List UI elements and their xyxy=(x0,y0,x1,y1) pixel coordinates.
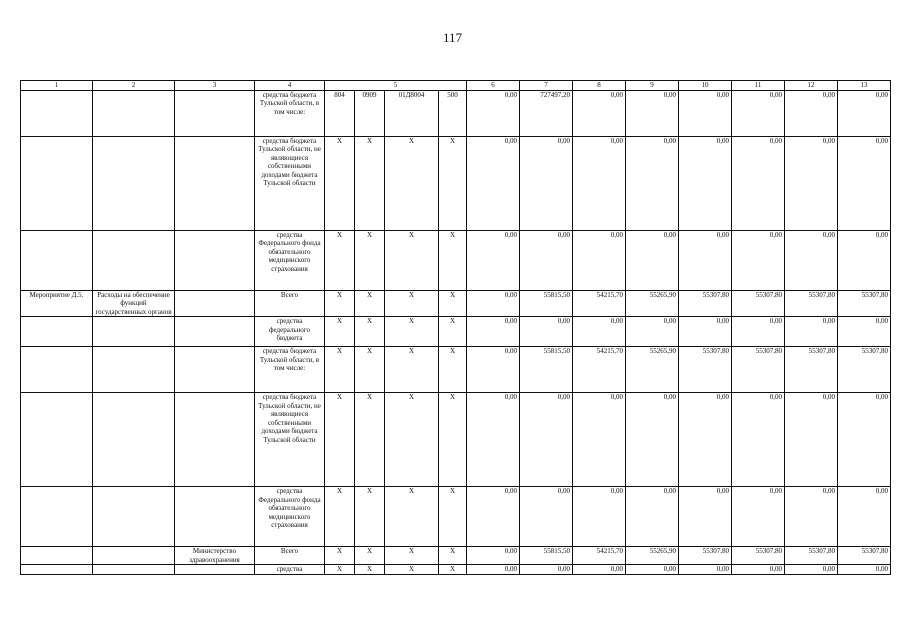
column-header: 10 xyxy=(679,81,732,91)
amount-cell: 0,00 xyxy=(838,136,891,230)
code-cell: X xyxy=(355,487,385,547)
code-cell: X xyxy=(325,487,355,547)
code-cell: X xyxy=(385,393,439,487)
funding-source-cell: средства бюджета Тульской области, не являющиеся собственными доходами бюджета Тульской области xyxy=(255,393,325,487)
column-header: 7 xyxy=(520,81,573,91)
amount-cell: 0,00 xyxy=(732,487,785,547)
amount-cell: 0,00 xyxy=(838,230,891,290)
amount-cell: 0,00 xyxy=(573,393,626,487)
amount-cell: 55265,90 xyxy=(626,347,679,393)
code-cell: X xyxy=(385,230,439,290)
code-cell: X xyxy=(355,347,385,393)
code-cell: X xyxy=(385,487,439,547)
table-row xyxy=(21,565,891,575)
code-cell: X xyxy=(355,290,385,317)
amount-cell: 55307,80 xyxy=(732,547,785,565)
amount-cell: 0,00 xyxy=(732,393,785,487)
expense-name-cell xyxy=(93,547,175,565)
amount-cell: 55307,80 xyxy=(785,347,838,393)
code-cell: X xyxy=(325,547,355,565)
amount-cell: 0,00 xyxy=(626,565,679,575)
amount-cell: 0,00 xyxy=(679,487,732,547)
budget-table xyxy=(20,80,891,575)
amount-cell: 55307,80 xyxy=(732,290,785,317)
amount-cell: 0,00 xyxy=(467,347,520,393)
amount-cell: 0,00 xyxy=(467,565,520,575)
amount-cell: 0,00 xyxy=(467,136,520,230)
funding-source-cell: средства бюджета Тульской области, не являющиеся собственными доходами бюджета Тульской области xyxy=(255,136,325,230)
measure-cell xyxy=(21,565,93,575)
expense-name-cell xyxy=(93,136,175,230)
column-header: 2 xyxy=(93,81,175,91)
amount-cell: 55815,50 xyxy=(520,347,573,393)
table-row xyxy=(21,317,891,347)
code-cell: X xyxy=(385,317,439,347)
table-row xyxy=(21,136,891,230)
measure-cell xyxy=(21,90,93,136)
code-cell: X xyxy=(355,393,385,487)
column-header: 5 xyxy=(325,81,467,91)
amount-cell: 55265,90 xyxy=(626,547,679,565)
amount-cell: 0,00 xyxy=(467,90,520,136)
amount-cell: 0,00 xyxy=(626,487,679,547)
amount-cell: 0,00 xyxy=(732,90,785,136)
amount-cell: 0,00 xyxy=(838,90,891,136)
amount-cell: 55815,50 xyxy=(520,547,573,565)
amount-cell: 0,00 xyxy=(467,393,520,487)
code-cell: X xyxy=(439,393,467,487)
code-cell: X xyxy=(385,565,439,575)
amount-cell: 0,00 xyxy=(467,290,520,317)
amount-cell: 0,00 xyxy=(679,136,732,230)
amount-cell: 0,00 xyxy=(626,90,679,136)
amount-cell: 55307,80 xyxy=(679,547,732,565)
amount-cell: 0,00 xyxy=(520,317,573,347)
code-cell: X xyxy=(439,347,467,393)
column-header: 12 xyxy=(785,81,838,91)
column-header: 3 xyxy=(175,81,255,91)
responsible-cell: Министерство здравоохранения xyxy=(175,547,255,565)
code-cell: X xyxy=(325,230,355,290)
amount-cell: 55307,80 xyxy=(732,347,785,393)
page-number: 117 xyxy=(442,30,463,45)
responsible-cell xyxy=(175,393,255,487)
code-cell: 500 xyxy=(439,90,467,136)
amount-cell: 0,00 xyxy=(573,317,626,347)
amount-cell: 0,00 xyxy=(838,317,891,347)
funding-source-cell: средства бюджета Тульской области, в том числе: xyxy=(255,90,325,136)
amount-cell: 0,00 xyxy=(785,230,838,290)
responsible-cell xyxy=(175,136,255,230)
amount-cell: 0,00 xyxy=(467,547,520,565)
amount-cell: 0,00 xyxy=(467,487,520,547)
amount-cell: 55265,90 xyxy=(626,290,679,317)
table-row xyxy=(21,90,891,136)
amount-cell: 0,00 xyxy=(785,90,838,136)
amount-cell: 0,00 xyxy=(785,565,838,575)
amount-cell: 0,00 xyxy=(679,90,732,136)
amount-cell: 55307,80 xyxy=(785,290,838,317)
amount-cell: 0,00 xyxy=(626,317,679,347)
table-row xyxy=(21,230,891,290)
code-cell: 0909 xyxy=(355,90,385,136)
code-cell: X xyxy=(385,347,439,393)
expense-name-cell xyxy=(93,393,175,487)
amount-cell: 0,00 xyxy=(785,487,838,547)
column-header: 9 xyxy=(626,81,679,91)
amount-cell: 0,00 xyxy=(573,487,626,547)
amount-cell: 0,00 xyxy=(520,565,573,575)
responsible-cell xyxy=(175,317,255,347)
measure-cell xyxy=(21,347,93,393)
measure-cell xyxy=(21,317,93,347)
responsible-cell xyxy=(175,290,255,317)
amount-cell: 0,00 xyxy=(626,230,679,290)
amount-cell: 54215,70 xyxy=(573,290,626,317)
responsible-cell xyxy=(175,347,255,393)
funding-source-cell: Всего xyxy=(255,290,325,317)
code-cell: X xyxy=(325,317,355,347)
amount-cell: 0,00 xyxy=(573,230,626,290)
amount-cell: 0,00 xyxy=(785,317,838,347)
code-cell: X xyxy=(439,317,467,347)
table-row xyxy=(21,487,891,547)
amount-cell: 0,00 xyxy=(732,317,785,347)
responsible-cell xyxy=(175,565,255,575)
code-cell: X xyxy=(325,347,355,393)
amount-cell: 0,00 xyxy=(520,136,573,230)
funding-source-cell: средства бюджета Тульской области, в том числе: xyxy=(255,347,325,393)
column-header: 13 xyxy=(838,81,891,91)
measure-cell xyxy=(21,547,93,565)
code-cell: X xyxy=(385,290,439,317)
amount-cell: 727497,20 xyxy=(520,90,573,136)
code-cell: X xyxy=(325,290,355,317)
expense-name-cell xyxy=(93,347,175,393)
code-cell: X xyxy=(355,230,385,290)
amount-cell: 0,00 xyxy=(679,317,732,347)
expense-name-cell xyxy=(93,317,175,347)
amount-cell: 0,00 xyxy=(838,565,891,575)
amount-cell: 0,00 xyxy=(573,90,626,136)
responsible-cell xyxy=(175,487,255,547)
column-header: 6 xyxy=(467,81,520,91)
amount-cell: 55307,80 xyxy=(679,290,732,317)
amount-cell: 0,00 xyxy=(679,565,732,575)
amount-cell: 0,00 xyxy=(626,136,679,230)
measure-cell xyxy=(21,136,93,230)
amount-cell: 0,00 xyxy=(732,230,785,290)
funding-source-cell: средства xyxy=(255,565,325,575)
amount-cell: 0,00 xyxy=(626,393,679,487)
table-row xyxy=(21,393,891,487)
code-cell: X xyxy=(385,136,439,230)
amount-cell: 54215,70 xyxy=(573,347,626,393)
table-row xyxy=(21,547,891,565)
measure-cell xyxy=(21,230,93,290)
amount-cell: 55307,80 xyxy=(838,547,891,565)
code-cell: X xyxy=(355,317,385,347)
amount-cell: 0,00 xyxy=(732,136,785,230)
amount-cell: 0,00 xyxy=(679,230,732,290)
amount-cell: 0,00 xyxy=(785,136,838,230)
code-cell: X xyxy=(439,487,467,547)
expense-name-cell xyxy=(93,565,175,575)
code-cell: X xyxy=(355,547,385,565)
amount-cell: 0,00 xyxy=(467,230,520,290)
column-header: 8 xyxy=(573,81,626,91)
funding-source-cell: средства федерального бюджета xyxy=(255,317,325,347)
code-cell: X xyxy=(355,565,385,575)
column-header: 1 xyxy=(21,81,93,91)
code-cell: 804 xyxy=(325,90,355,136)
amount-cell: 55815,50 xyxy=(520,290,573,317)
amount-cell: 0,00 xyxy=(838,393,891,487)
code-cell: X xyxy=(325,136,355,230)
amount-cell: 0,00 xyxy=(520,393,573,487)
code-cell: 01Д8004 xyxy=(385,90,439,136)
measure-cell xyxy=(21,487,93,547)
amount-cell: 0,00 xyxy=(467,317,520,347)
funding-source-cell: средства Федерального фонда обязательного медицинского страхования xyxy=(255,230,325,290)
column-header: 11 xyxy=(732,81,785,91)
code-cell: X xyxy=(355,136,385,230)
table-row xyxy=(21,347,891,393)
responsible-cell xyxy=(175,230,255,290)
amount-cell: 0,00 xyxy=(573,136,626,230)
expense-name-cell xyxy=(93,90,175,136)
responsible-cell xyxy=(175,90,255,136)
amount-cell: 54215,70 xyxy=(573,547,626,565)
amount-cell: 0,00 xyxy=(520,487,573,547)
amount-cell: 0,00 xyxy=(838,487,891,547)
table-row xyxy=(21,290,891,317)
code-cell: X xyxy=(439,547,467,565)
funding-source-cell: средства Федерального фонда обязательного медицинского страхования xyxy=(255,487,325,547)
amount-cell: 0,00 xyxy=(520,230,573,290)
code-cell: X xyxy=(325,393,355,487)
amount-cell: 0,00 xyxy=(679,393,732,487)
code-cell: X xyxy=(439,136,467,230)
amount-cell: 0,00 xyxy=(732,565,785,575)
code-cell: X xyxy=(439,290,467,317)
code-cell: X xyxy=(439,565,467,575)
amount-cell: 0,00 xyxy=(785,393,838,487)
expense-name-cell: Расходы на обеспечение функций государственных органов xyxy=(93,290,175,317)
amount-cell: 55307,80 xyxy=(785,547,838,565)
measure-cell xyxy=(21,393,93,487)
expense-name-cell xyxy=(93,487,175,547)
amount-cell: 0,00 xyxy=(573,565,626,575)
code-cell: X xyxy=(385,547,439,565)
expense-name-cell xyxy=(93,230,175,290)
code-cell: X xyxy=(325,565,355,575)
funding-source-cell: Всего xyxy=(255,547,325,565)
amount-cell: 55307,80 xyxy=(679,347,732,393)
amount-cell: 55307,80 xyxy=(838,290,891,317)
column-header: 4 xyxy=(255,81,325,91)
measure-cell: Мероприятие Д.5. xyxy=(21,290,93,317)
table-header-row xyxy=(21,81,891,91)
code-cell: X xyxy=(439,230,467,290)
amount-cell: 55307,80 xyxy=(838,347,891,393)
